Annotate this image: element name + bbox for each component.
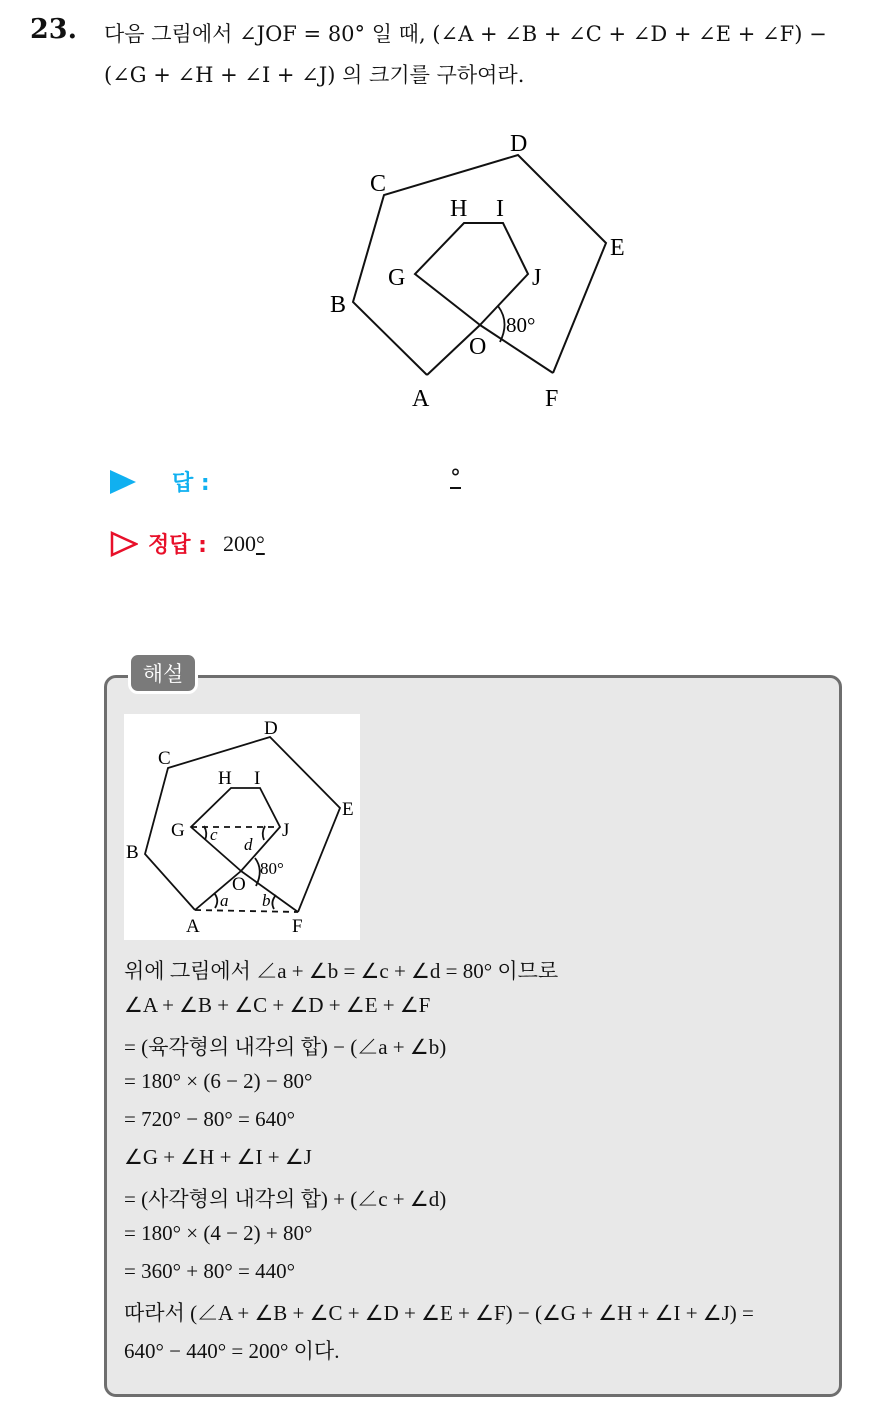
label-J: J: [532, 265, 542, 291]
label-H: H: [450, 196, 468, 222]
play-outline-icon: [110, 531, 138, 557]
label-C: C: [370, 171, 387, 197]
sol-label-a: a: [220, 891, 229, 910]
solution-line-3: = (육각형의 내각의 합) − (∠a + ∠b): [124, 1035, 447, 1059]
label-A: A: [412, 386, 430, 412]
solution-line-9: = 360° + 80° = 440°: [124, 1259, 295, 1283]
sol-label-O: O: [232, 874, 246, 895]
sol-label-c: c: [210, 825, 218, 844]
solution-line-4: = 180° × (6 − 2) − 80°: [124, 1069, 313, 1093]
sol-label-E: E: [342, 799, 354, 820]
correct-answer-label: 정답 :: [148, 533, 207, 558]
sol-angle-label: 80°: [260, 859, 284, 878]
solution-line-6: ∠G + ∠H + ∠I + ∠J: [124, 1145, 312, 1169]
solution-figure: [124, 714, 360, 940]
question-text-line-1: 다음 그림에서 ∠JOF = 80° 일 때, (∠A + ∠B + ∠C + ∠D + ∠E + ∠F) −: [104, 22, 827, 46]
label-F: F: [545, 386, 559, 412]
sol-label-C: C: [158, 748, 171, 769]
answer-unit: °: [450, 466, 461, 491]
angle-label: 80°: [506, 313, 536, 337]
solution-line-5: = 720° − 80° = 640°: [124, 1107, 295, 1131]
solution-line-10: 따라서 (∠A + ∠B + ∠C + ∠D + ∠E + ∠F) − (∠G + ∠H + ∠I + ∠J) =: [124, 1301, 754, 1325]
sol-label-b: b: [262, 891, 271, 910]
sol-label-F: F: [292, 916, 303, 937]
sol-label-B: B: [126, 842, 139, 863]
label-D: D: [510, 131, 528, 157]
inner-quadrilateral: [415, 223, 528, 325]
solution-line-2: ∠A + ∠B + ∠C + ∠D + ∠E + ∠F: [124, 993, 431, 1017]
label-G: G: [388, 265, 406, 291]
solution-line-1: 위에 그림에서 ∠a + ∠b = ∠c + ∠d = 80° 이므로: [124, 959, 559, 983]
sol-label-I: I: [254, 768, 261, 789]
problem-figure: [320, 120, 640, 420]
label-B: B: [330, 292, 347, 318]
sol-label-d: d: [244, 835, 253, 854]
sol-label-G: G: [171, 820, 185, 841]
label-I: I: [496, 196, 504, 222]
solution-line-7: = (사각형의 내각의 합) + (∠c + ∠d): [124, 1187, 447, 1211]
question-number: 23.: [30, 14, 77, 45]
correct-answer-row: [110, 528, 265, 559]
sol-label-J: J: [282, 820, 290, 841]
answer-label: 답 :: [172, 471, 210, 496]
solution-line-8: = 180° × (4 − 2) + 80°: [124, 1221, 313, 1245]
sol-label-H: H: [218, 768, 232, 789]
correct-answer-value: 200°: [222, 530, 265, 556]
label-O: O: [469, 334, 487, 360]
answer-row: [110, 466, 210, 497]
question-text-line-2: (∠G + ∠H + ∠I + ∠J) 의 크기를 구하여라.: [104, 63, 525, 87]
play-filled-icon: [110, 470, 136, 494]
solution-tag: 해설: [128, 652, 198, 694]
sol-label-D: D: [264, 718, 278, 739]
solution-line-11: 640° − 440° = 200° 이다.: [124, 1339, 340, 1363]
sol-label-A: A: [186, 916, 200, 937]
label-E: E: [610, 235, 625, 261]
